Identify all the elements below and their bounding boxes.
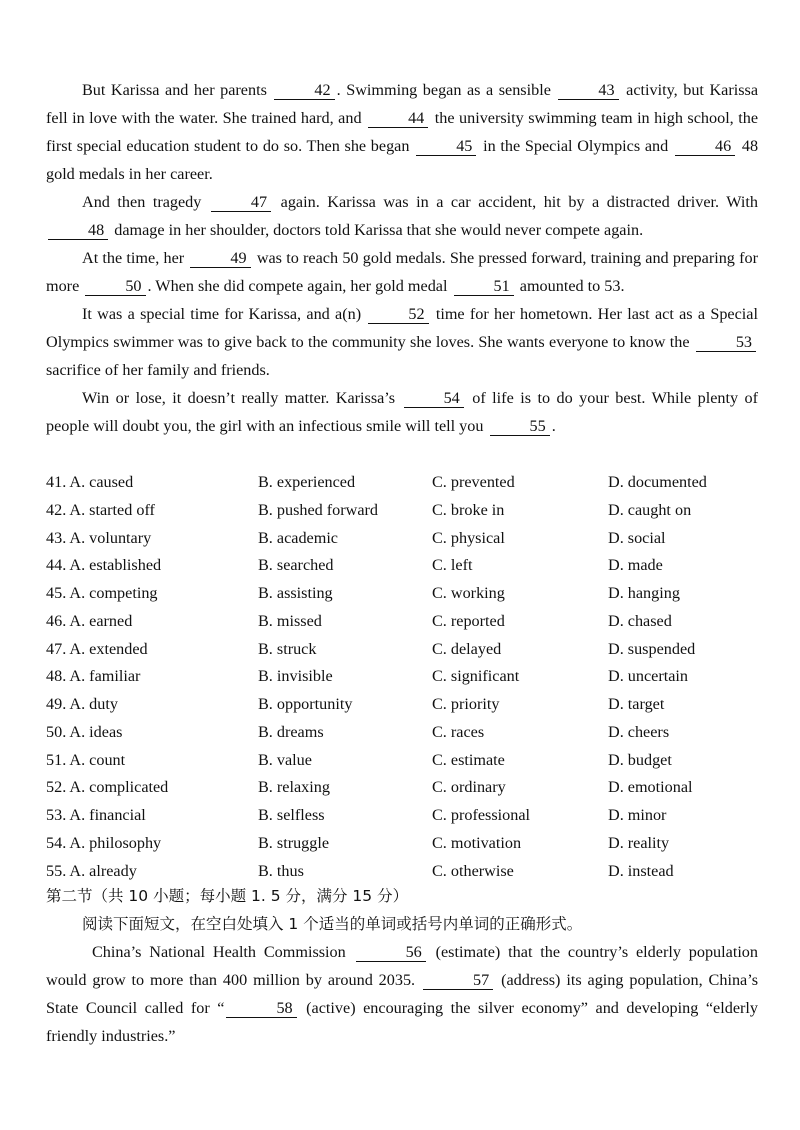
option-c: C. working bbox=[432, 584, 505, 602]
question-row bbox=[46, 691, 766, 719]
option-a: A. philosophy bbox=[69, 833, 162, 852]
text: . When she did compete again, her gold medal bbox=[147, 277, 448, 295]
question-number: 52. bbox=[46, 778, 67, 797]
question-row bbox=[46, 608, 766, 636]
question-number-and-option-a bbox=[46, 719, 122, 747]
text: activity, but Karissa fell in love with the water. She trained hard, and bbox=[46, 81, 759, 127]
option-a: A. competing bbox=[69, 584, 158, 602]
option-d: D. budget bbox=[608, 750, 672, 769]
question-number: 41. bbox=[46, 473, 67, 491]
question-number-and-option-a bbox=[46, 525, 151, 553]
question-row bbox=[46, 552, 766, 580]
option-d: D. suspended bbox=[608, 639, 696, 658]
question-row bbox=[46, 636, 766, 664]
question-number: 45. bbox=[46, 584, 67, 602]
paragraph-4 bbox=[46, 300, 758, 384]
paragraph-3 bbox=[46, 244, 758, 300]
question-row bbox=[46, 774, 766, 802]
section-instruction: 阅读下面短文，在空白处填入 1 个适当的单词或括号内单词的正确形式。 bbox=[82, 915, 583, 933]
question-row bbox=[46, 830, 766, 858]
option-c: C. motivation bbox=[432, 833, 522, 852]
blank-50: 50 bbox=[85, 277, 145, 296]
paragraph-1 bbox=[46, 76, 758, 188]
blank-56: 56 bbox=[356, 943, 426, 962]
paragraph-2 bbox=[46, 188, 758, 244]
text: At the time, her bbox=[82, 249, 185, 267]
option-d: D. minor bbox=[608, 806, 667, 824]
option-d: D. social bbox=[608, 528, 666, 547]
option-b: B. thus bbox=[258, 861, 304, 880]
option-c: C. significant bbox=[432, 667, 520, 686]
grammar-passage bbox=[46, 938, 758, 1050]
option-c: C. reported bbox=[432, 611, 505, 630]
paragraph bbox=[46, 938, 758, 1050]
option-b: B. experienced bbox=[258, 473, 356, 491]
option-a: A. voluntary bbox=[69, 528, 152, 547]
blank-47: 47 bbox=[211, 193, 271, 212]
option-d: D. reality bbox=[608, 833, 670, 852]
question-number-and-option-a bbox=[46, 830, 161, 858]
paragraph-5 bbox=[46, 384, 758, 440]
question-number-and-option-a bbox=[46, 552, 161, 580]
text: damage in her shoulder, doctors told Karissa that she would never compete again. bbox=[114, 221, 644, 239]
option-c: C. races bbox=[432, 722, 485, 741]
option-a: A. earned bbox=[69, 611, 133, 630]
question-number-and-option-a bbox=[46, 469, 133, 497]
option-d: D. made bbox=[608, 556, 663, 575]
question-row bbox=[46, 719, 766, 747]
question-number-and-option-a bbox=[46, 691, 118, 719]
option-d: D. caught on bbox=[608, 500, 692, 519]
question-number: 43. bbox=[46, 528, 67, 547]
question-row bbox=[46, 525, 766, 553]
option-d: D. uncertain bbox=[608, 667, 689, 686]
question-row bbox=[46, 497, 766, 525]
blank-57: 57 bbox=[423, 971, 493, 990]
blank-52: 52 bbox=[368, 305, 428, 324]
option-b: B. missed bbox=[258, 611, 322, 630]
option-b: B. struck bbox=[258, 639, 317, 658]
option-a: A. caused bbox=[69, 473, 134, 491]
option-b: B. opportunity bbox=[258, 695, 353, 713]
option-c: C. left bbox=[432, 556, 473, 575]
question-number: 47. bbox=[46, 639, 67, 658]
question-number: 49. bbox=[46, 695, 67, 713]
question-row bbox=[46, 580, 766, 608]
question-number-and-option-a bbox=[46, 497, 155, 525]
text: of life is to do your best. While plenty of people will doubt you, the girl with an infectious smile will tell you bbox=[46, 389, 759, 435]
question-row bbox=[46, 469, 766, 497]
option-d: D. instead bbox=[608, 861, 674, 880]
text: Win or lose, it doesn’t really matter. Karissa’s bbox=[82, 389, 396, 407]
option-d: D. target bbox=[608, 695, 665, 713]
text: . Swimming began as a sensible bbox=[336, 81, 551, 99]
option-b: B. searched bbox=[258, 556, 334, 575]
text: (address) its aging population, China’s State Council called for “ bbox=[46, 971, 759, 1017]
blank-42: 42 bbox=[274, 81, 334, 100]
question-number: 44. bbox=[46, 556, 67, 575]
option-c: C. professional bbox=[432, 806, 531, 824]
option-d: D. emotional bbox=[608, 778, 693, 797]
option-a: A. duty bbox=[69, 695, 118, 713]
question-number: 50. bbox=[46, 722, 67, 741]
option-b: B. relaxing bbox=[258, 778, 330, 797]
text: But Karissa and her parents bbox=[82, 81, 267, 99]
question-number-and-option-a bbox=[46, 802, 146, 830]
option-b: B. invisible bbox=[258, 667, 333, 686]
question-number-and-option-a bbox=[46, 747, 125, 775]
option-b: B. struggle bbox=[258, 833, 330, 852]
option-a: A. extended bbox=[69, 639, 148, 658]
text: (estimate) that the country’s elderly population would grow to more than 400 million by around 2035. bbox=[46, 943, 758, 989]
option-a: A. complicated bbox=[69, 778, 169, 797]
option-a: A. financial bbox=[69, 806, 146, 824]
option-c: C. broke in bbox=[432, 500, 505, 519]
text: 48 gold medals in her career. bbox=[46, 137, 759, 183]
question-number: 46. bbox=[46, 611, 67, 630]
text: . bbox=[551, 417, 556, 435]
option-d: D. hanging bbox=[608, 584, 680, 602]
question-number-and-option-a bbox=[46, 580, 158, 608]
option-d: D. cheers bbox=[608, 722, 670, 741]
blank-51: 51 bbox=[454, 277, 514, 296]
question-number-and-option-a bbox=[46, 774, 168, 802]
blank-54: 54 bbox=[404, 389, 464, 408]
question-row bbox=[46, 663, 766, 691]
text: sacrifice of her family and friends. bbox=[46, 361, 270, 379]
option-c: C. priority bbox=[432, 695, 500, 713]
option-a: A. started off bbox=[69, 500, 155, 519]
question-number: 48. bbox=[46, 667, 67, 686]
option-d: D. chased bbox=[608, 611, 672, 630]
text: It was a special time for Karissa, and a(n) bbox=[82, 305, 362, 323]
question-row bbox=[46, 747, 766, 775]
blank-46: 46 bbox=[675, 137, 735, 156]
question-number: 54. bbox=[46, 833, 67, 852]
text: was to reach 50 gold medals. She pressed forward, training and preparing for more bbox=[46, 249, 758, 295]
text: amounted to 53. bbox=[519, 277, 625, 295]
text: China’s National Health Commission bbox=[92, 943, 346, 961]
cloze-passage bbox=[46, 76, 758, 440]
option-a: A. ideas bbox=[69, 722, 123, 741]
option-c: C. physical bbox=[432, 528, 505, 547]
blank-55: 55 bbox=[490, 417, 550, 436]
question-number: 55. bbox=[46, 861, 67, 880]
blank-49: 49 bbox=[190, 249, 250, 268]
blank-43: 43 bbox=[558, 81, 618, 100]
section-heading: 第二节（共 10 小题；每小题 1. 5 分，满分 15 分） bbox=[46, 887, 409, 905]
answer-options bbox=[46, 469, 766, 885]
option-c: C. otherwise bbox=[432, 861, 514, 880]
text: time for her hometown. Her last act as a Special Olympics swimmer was to give back to the community she loves. She wants everyone to know the bbox=[46, 305, 758, 351]
question-number-and-option-a bbox=[46, 608, 132, 636]
question-number: 42. bbox=[46, 500, 67, 519]
option-a: A. established bbox=[69, 556, 162, 575]
option-a: A. already bbox=[69, 861, 137, 880]
option-c: C. estimate bbox=[432, 750, 505, 769]
text: the university swimming team in high school, the first special education student to do so. Then she began bbox=[46, 109, 759, 155]
blank-58: 58 bbox=[226, 999, 296, 1018]
text: in the Special Olympics and bbox=[483, 137, 669, 155]
option-a: A. count bbox=[69, 750, 126, 769]
option-b: B. selfless bbox=[258, 806, 325, 824]
option-b: B. dreams bbox=[258, 722, 324, 741]
question-number-and-option-a bbox=[46, 636, 148, 664]
option-b: B. value bbox=[258, 750, 312, 769]
blank-53: 53 bbox=[696, 333, 756, 352]
option-c: C. ordinary bbox=[432, 778, 506, 797]
option-c: C. delayed bbox=[432, 639, 502, 658]
question-number: 51. bbox=[46, 750, 67, 769]
option-a: A. familiar bbox=[69, 667, 141, 686]
question-number-and-option-a bbox=[46, 663, 140, 691]
option-c: C. prevented bbox=[432, 473, 515, 491]
blank-48: 48 bbox=[48, 221, 108, 240]
text: again. Karissa was in a car accident, hit by a distracted driver. With bbox=[280, 193, 759, 211]
option-b: B. pushed forward bbox=[258, 500, 379, 519]
option-b: B. academic bbox=[258, 528, 338, 547]
question-row bbox=[46, 802, 766, 830]
text: And then tragedy bbox=[82, 193, 202, 211]
option-b: B. assisting bbox=[258, 584, 333, 602]
option-d: D. documented bbox=[608, 473, 707, 491]
text: (active) encouraging the silver economy” and developing “elderly friendly industries.” bbox=[46, 999, 758, 1045]
blank-44: 44 bbox=[368, 109, 428, 128]
question-number: 53. bbox=[46, 806, 67, 824]
blank-45: 45 bbox=[416, 137, 476, 156]
